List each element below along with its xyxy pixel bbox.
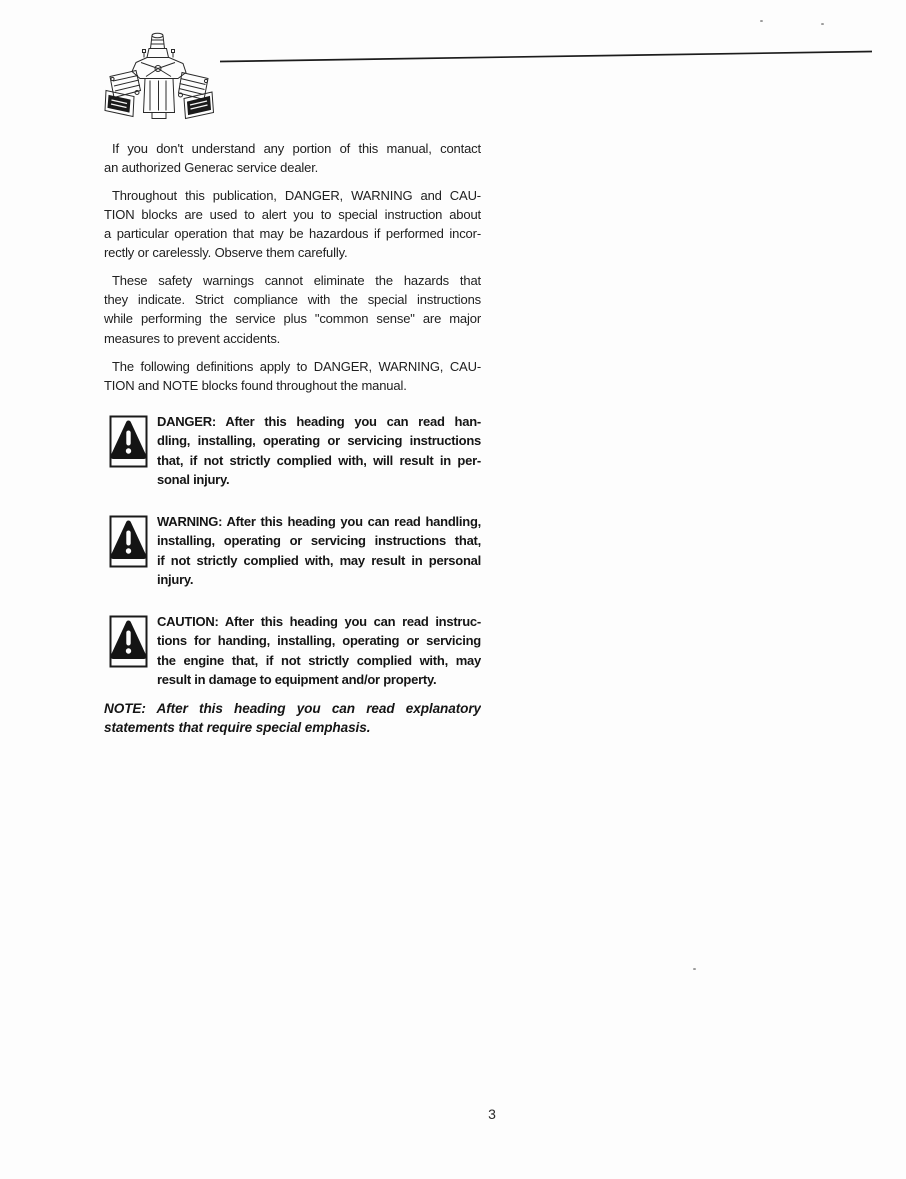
warning-triangle-icon [109, 415, 148, 468]
warning-block [104, 512, 481, 591]
intro-paragraph-2: Throughout this publication, DANGER, WARNING and CAU- TION blocks are used to alert you to special instruction about a particular operation that may be hazardous if performed incor- rectly or carelessly. Observe them carefully. [104, 187, 481, 261]
danger-block [104, 412, 481, 491]
page-number: 3 [488, 1106, 496, 1122]
intro-paragraph-1: If you don't understand any portion of this manual, contact an authorized Generac service dealer. [104, 141, 481, 176]
note-paragraph: NOTE: After this heading you can read explanatory statements that require special emphasis. [104, 700, 481, 736]
warning-triangle-icon [109, 615, 148, 668]
warning-triangle-icon [109, 515, 148, 568]
engine-illustration [100, 28, 218, 123]
text-column [104, 139, 481, 738]
intro-paragraph-3: These safety warnings cannot eliminate the hazards that they indicate. Strict compliance with the special instructions while performing the service plus "common sense" are major measures to prevent accidents. [104, 272, 481, 346]
scan-speck [693, 968, 696, 970]
horizontal-rule [218, 48, 876, 64]
caution-block [104, 612, 481, 691]
intro-paragraph-4: The following definitions apply to DANGER, WARNING, CAU- TION and NOTE blocks found throughout the manual. [104, 358, 481, 394]
caution-text: CAUTION: After this heading you can read instruc- tions for handing, installing, operating or servicing the engine that, if not strictly complied with, may result in damage to equipment and/or property. [157, 613, 481, 688]
warning-text: WARNING: After this heading you can read handling, installing, operating or servicing instructions that, if not strictly complied with, may result in personal injury. [157, 513, 481, 588]
scan-speck [821, 23, 824, 25]
danger-text: DANGER: After this heading you can read han- dling, installing, operating or servicing instructions that, if not strictly complied with, will result in per- sonal injury. [157, 413, 481, 488]
scan-speck [760, 20, 763, 22]
